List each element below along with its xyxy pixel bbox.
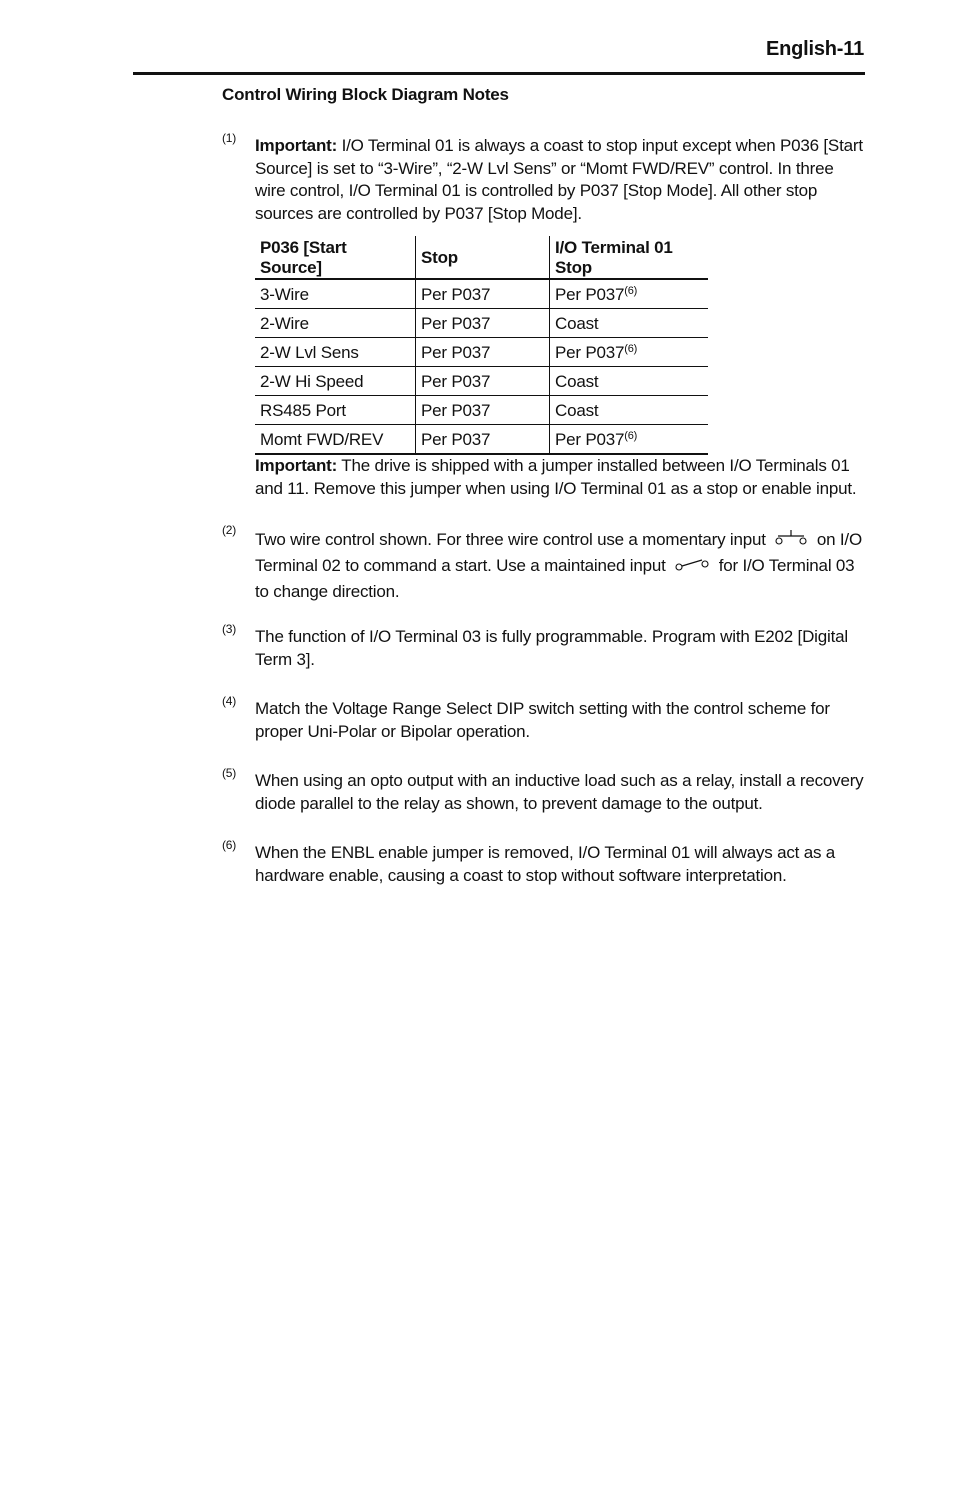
note-number: (5) — [222, 766, 237, 780]
important-label: Important: — [255, 456, 338, 475]
note-3 — [222, 622, 866, 671]
table-cell: Coast — [550, 396, 709, 425]
table-cell: Per P037 — [416, 425, 550, 455]
table-row — [255, 279, 708, 309]
section-title: Control Wiring Block Diagram Notes — [222, 85, 509, 104]
note-text: Two wire control shown. For three wire control use a momentary input — [255, 530, 766, 549]
note-text: The function of I/O Terminal 03 is fully programmable. Program with E202 [Digital Term 3]. — [255, 627, 848, 669]
table-row — [255, 425, 708, 455]
note-number: (6) — [222, 838, 237, 852]
maintained-switch-icon — [674, 554, 710, 579]
table-cell: Per P037 — [416, 338, 550, 367]
table-cell: 2-W Lvl Sens — [255, 338, 416, 367]
note-6 — [222, 838, 866, 887]
note-5 — [222, 766, 866, 815]
table-row — [255, 367, 708, 396]
note-text: Match the Voltage Range Select DIP switch setting with the control scheme for proper Uni-Polar or Bipolar operation. — [255, 699, 830, 741]
table-cell: Per P037 — [416, 396, 550, 425]
note-number: (4) — [222, 694, 237, 708]
table-row — [255, 338, 708, 367]
column-header: I/O Terminal 01 Stop — [550, 236, 709, 279]
footnote-ref: (6) — [624, 343, 638, 355]
table-cell: 2-Wire — [255, 309, 416, 338]
note-number: (1) — [222, 131, 237, 145]
important-label: Important: — [255, 136, 338, 155]
note-text: When the ENBL enable jumper is removed, I/O Terminal 01 will always act as a hardware enable, causing a coast to stop without software interpretation. — [255, 843, 836, 885]
table-header-row — [255, 236, 708, 279]
note-number: (3) — [222, 622, 237, 636]
table-cell: Coast — [550, 367, 709, 396]
note-4 — [222, 694, 866, 743]
table-cell: Per P037 — [416, 309, 550, 338]
note-body — [255, 135, 866, 225]
note-text: for I/O Terminal 03 to change direction. — [255, 556, 855, 602]
table-cell: Momt FWD/REV — [255, 425, 416, 455]
table-cell: Per P037 — [416, 367, 550, 396]
footnote-ref: (6) — [624, 430, 638, 442]
column-header: P036 [Start Source] — [255, 236, 416, 279]
header-rule — [133, 72, 865, 75]
page-number: English-11 — [765, 38, 864, 60]
table-cell: Per P037 — [416, 279, 550, 309]
momentary-switch-icon — [774, 528, 808, 553]
start-source-table — [255, 236, 708, 455]
note-text: I/O Terminal 01 is always a coast to stop input except when P036 [Start Source] is set to “3-Wire”, “2-W Lvl Sens” or “Momt FWD/REV” control. In three wire control, I/O Terminal 01 is controlled by P037 [Stop Mode]. All other stop sources are controlled by P037 [Stop Mode]. — [255, 136, 863, 223]
table-cell: 2-W Hi Speed — [255, 367, 416, 396]
important-jumper-note — [222, 455, 866, 500]
note-1 — [222, 131, 866, 225]
note-2 — [222, 523, 866, 604]
table-cell: Per P037$^{(6)}$ — [550, 338, 709, 367]
footnote-ref: (6) — [624, 285, 638, 297]
table-cell: Per P037$^{(6)}$ — [550, 279, 709, 309]
table-cell: RS485 Port — [255, 396, 416, 425]
note-number: (2) — [222, 523, 237, 537]
note-text: on I/O Terminal 02 to command a start. Use a maintained input — [255, 530, 862, 576]
column-header: Stop — [416, 236, 550, 279]
table-cell: 3-Wire — [255, 279, 416, 309]
table-cell: Coast — [550, 309, 709, 338]
note-text: When using an opto output with an inductive load such as a relay, install a recovery diode parallel to the relay as shown, to prevent damage to the output. — [255, 771, 864, 813]
table-row — [255, 309, 708, 338]
table-row — [255, 396, 708, 425]
table-cell: Per P037$^{(6)}$ — [550, 425, 709, 455]
note-text: The drive is shipped with a jumper installed between I/O Terminals 01 and 11. Remove this jumper when using I/O Terminal 01 as a stop or enable input. — [255, 456, 857, 498]
